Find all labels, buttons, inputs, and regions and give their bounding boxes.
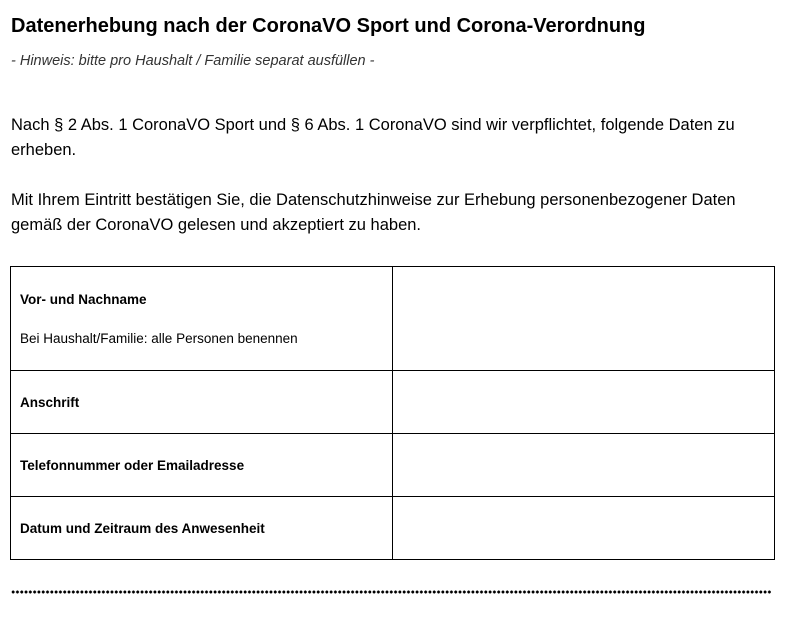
form-row-contact bbox=[11, 434, 775, 497]
hint-text: - Hinweis: bitte pro Haushalt / Familie separat ausfüllen - bbox=[11, 53, 375, 69]
form-label-cell bbox=[11, 371, 393, 434]
form-label-cell bbox=[11, 434, 393, 497]
form-label-cell bbox=[11, 267, 393, 371]
dotted-separator bbox=[11, 590, 771, 594]
name-label: Vor- und Nachname bbox=[20, 291, 147, 307]
date-label: Datum und Zeitraum des Anwesenheit bbox=[20, 520, 265, 536]
address-field[interactable] bbox=[393, 371, 775, 434]
form-row-name bbox=[11, 267, 775, 371]
form-label-cell bbox=[11, 497, 393, 560]
data-collection-form bbox=[10, 266, 775, 560]
address-label: Anschrift bbox=[20, 394, 80, 410]
form-row-address bbox=[11, 371, 775, 434]
document-title: Datenerhebung nach der CoronaVO Sport und Corona-Verordnung bbox=[11, 15, 646, 37]
date-field[interactable] bbox=[393, 497, 775, 560]
contact-label: Telefonnummer oder Emailadresse bbox=[20, 457, 245, 473]
name-sublabel: Bei Haushalt/Familie: alle Personen benennen bbox=[20, 330, 298, 346]
legal-basis-paragraph: Nach § 2 Abs. 1 CoronaVO Sport und § 6 Abs. 1 CoronaVO sind wir verpflichtet, folgende Daten zu erheben. bbox=[11, 116, 735, 159]
privacy-consent-paragraph: Mit Ihrem Eintritt bestätigen Sie, die Datenschutzhinweise zur Erhebung personenbezogener Daten gemäß der CoronaVO gelesen und akzeptiert zu haben. bbox=[11, 191, 736, 234]
name-field[interactable] bbox=[393, 267, 775, 371]
form-row-date bbox=[11, 497, 775, 560]
contact-field[interactable] bbox=[393, 434, 775, 497]
